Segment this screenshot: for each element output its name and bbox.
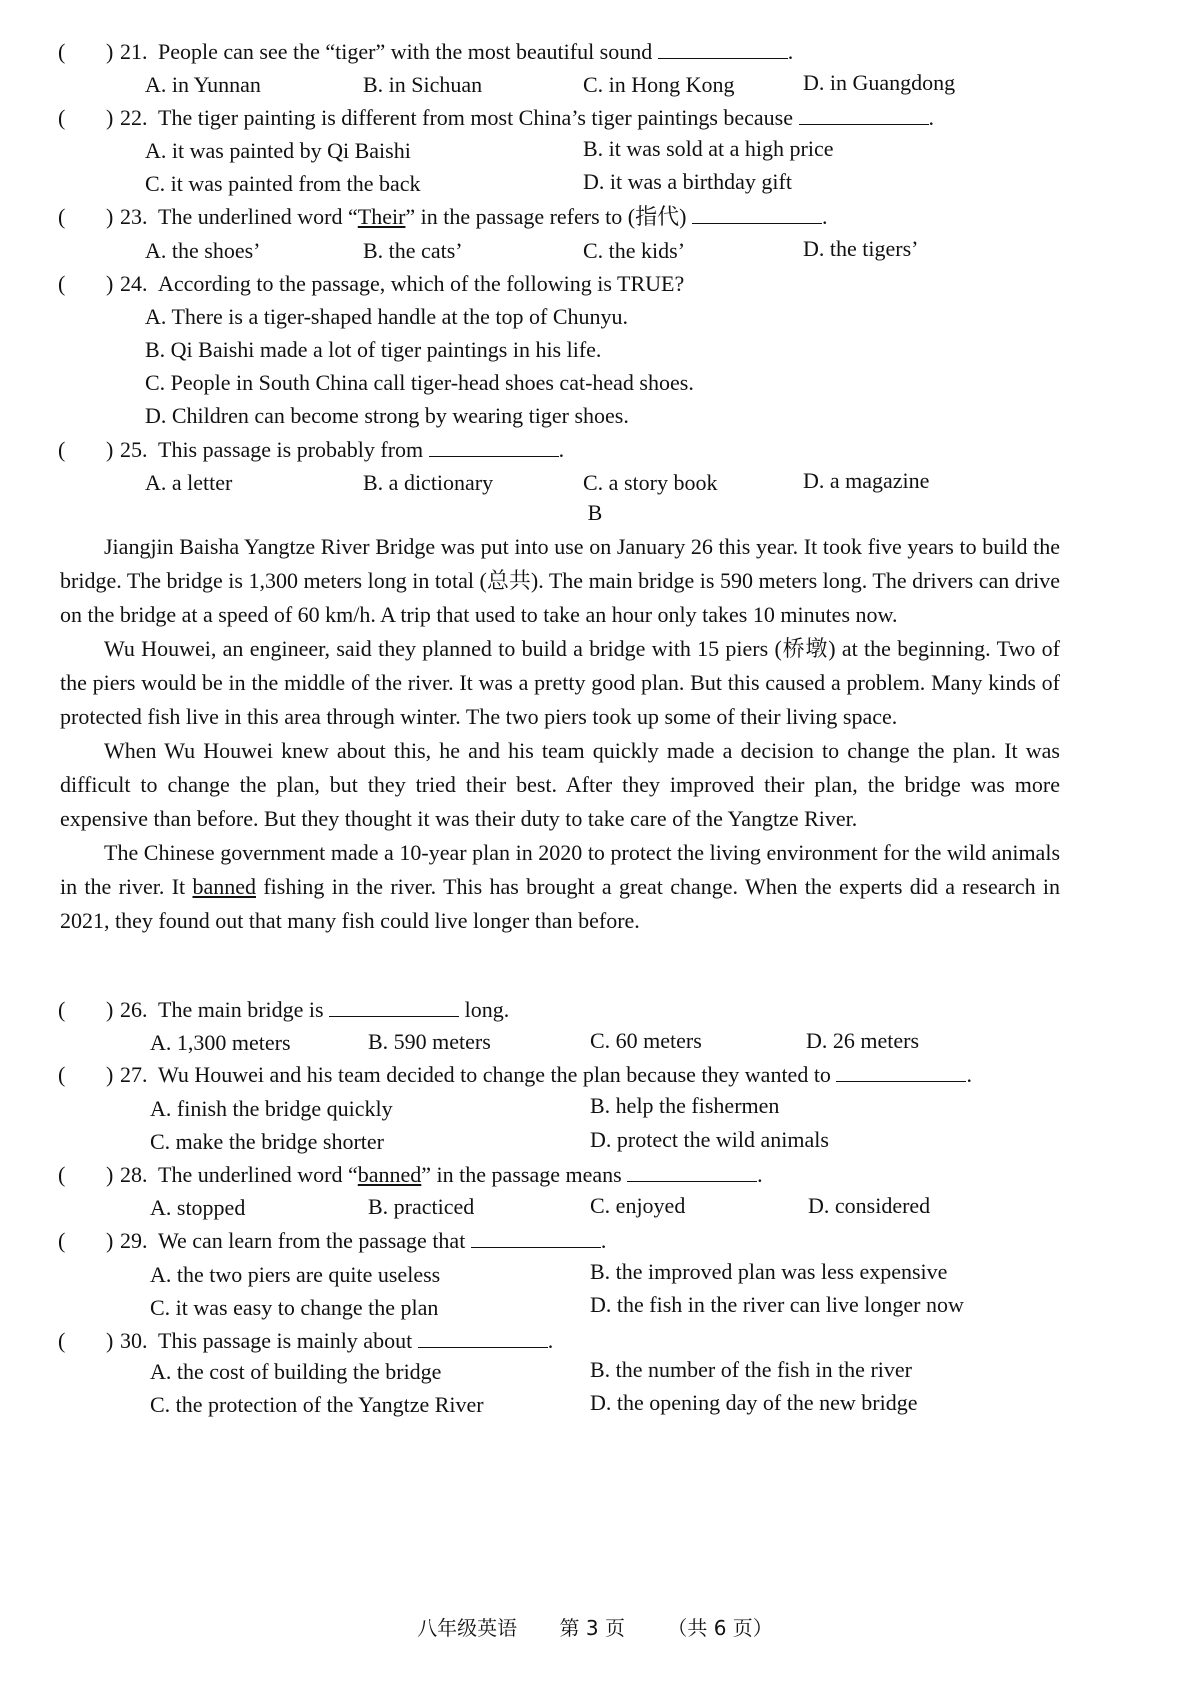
option-b: B. it was sold at a high price — [583, 136, 834, 161]
question-stem — [158, 995, 509, 1025]
stem-period: . — [966, 1062, 972, 1087]
answer-blank — [799, 104, 929, 125]
option-b: B. a dictionary — [363, 470, 494, 495]
question-number: 28. — [120, 1162, 148, 1187]
stem-period: . — [558, 437, 565, 462]
question-number: 21. — [120, 39, 148, 64]
bracket-close: ) — [106, 204, 114, 229]
question-stem — [158, 1060, 972, 1090]
answer-blank — [627, 1161, 757, 1182]
answer-blank — [429, 436, 559, 457]
option-c: C. the kids’ — [583, 238, 686, 263]
option-d: D. a magazine — [803, 468, 930, 493]
option-d: D. considered — [808, 1193, 931, 1218]
option-c: C. in Hong Kong — [583, 72, 735, 97]
option-c: C. enjoyed — [590, 1193, 686, 1218]
stem-text: ” in the passage means — [421, 1162, 622, 1187]
question-number: 23. — [120, 204, 148, 229]
option-a: A. the cost of building the bridge — [150, 1359, 442, 1384]
question-number: 26. — [120, 997, 148, 1022]
bracket-close: ) — [106, 1162, 114, 1187]
stem-text: This passage is probably from — [158, 437, 424, 462]
question-stem — [158, 1160, 763, 1190]
option-d: D. Children can become strong by wearing tiger shoes. — [145, 403, 629, 428]
question-stem — [158, 1226, 606, 1256]
paragraph-text: The Chinese government made a 10-year plan in 2020 to protect the living environment for the wild animals in the river. It — [60, 840, 1060, 899]
option-b: B. Qi Baishi made a lot of tiger paintings in his life. — [145, 337, 602, 362]
section-heading: B — [587, 500, 603, 525]
answer-blank — [329, 996, 459, 1017]
stem-text: We can learn from the passage that — [158, 1228, 466, 1253]
stem-period: . — [547, 1328, 554, 1353]
bracket-open: ( — [58, 39, 66, 64]
stem-text: ” in the passage refers to (指代) — [405, 204, 687, 229]
option-a: A. 1,300 meters — [150, 1030, 291, 1055]
question-number: 30. — [120, 1328, 148, 1353]
option-a: A. stopped — [150, 1195, 246, 1220]
option-c: C. it was painted from the back — [145, 171, 421, 196]
option-d: D. 26 meters — [806, 1028, 920, 1053]
question-number: 29. — [120, 1228, 148, 1253]
bracket-close: ) — [106, 105, 114, 130]
option-a: A. finish the bridge quickly — [150, 1096, 393, 1121]
passage-paragraph: When Wu Houwei knew about this, he and his team quickly made a decision to change the plan. It was difficult to change the plan, but they tried their best. After they improved their plan, the bridge was more expensive than before. But they thought it was their duty to take care of the Yangtze River. — [60, 738, 1060, 831]
question-number: 25. — [120, 437, 148, 462]
option-b: B. in Sichuan — [363, 72, 483, 97]
page-footer — [0, 1612, 1190, 1641]
question-stem — [158, 37, 793, 67]
option-a: A. the two piers are quite useless — [150, 1262, 441, 1287]
option-c: C. it was easy to change the plan — [150, 1295, 439, 1320]
option-a: A. the shoes’ — [145, 238, 261, 263]
paragraph-text: fishing in the river. This has brought a great change. When the experts did a research in 2021, they found out that many fish could live longer than before. — [60, 874, 1060, 933]
stem-period: . — [600, 1228, 607, 1253]
bracket-close: ) — [106, 1328, 114, 1353]
bracket-open: ( — [58, 105, 66, 130]
option-c: C. People in South China call tiger-head shoes cat-head shoes. — [145, 370, 694, 395]
option-b: B. the cats’ — [363, 238, 463, 263]
question-stem — [158, 1326, 553, 1356]
answer-blank — [692, 203, 822, 224]
option-b: B. the number of the fish in the river — [590, 1357, 912, 1382]
underlined-word: banned — [357, 1162, 422, 1187]
bracket-open: ( — [58, 204, 66, 229]
option-a: A. a letter — [145, 470, 233, 495]
stem-text: People can see the “tiger” with the most beautiful sound — [158, 39, 653, 64]
option-d: D. it was a birthday gift — [583, 169, 792, 194]
underlined-word: banned — [192, 874, 257, 899]
stem-text: This passage is mainly about — [158, 1328, 413, 1353]
question-stem — [158, 202, 827, 232]
footer-total-pages: （共 6 页） — [667, 1616, 773, 1640]
option-d: D. the tigers’ — [803, 236, 919, 261]
bracket-close: ) — [106, 437, 114, 462]
underlined-word: Their — [357, 204, 406, 229]
stem-text: The main bridge is — [158, 997, 324, 1022]
bracket-open: ( — [58, 437, 66, 462]
passage-paragraph: Jiangjin Baisha Yangtze River Bridge was put into use on January 26 this year. It took five years to build the bridge. The bridge is 1,300 meters long in total (总共). The main bridge is 590 meters long. The drivers can drive on the bridge at a speed of 60 km/h. A trip that used to take an hour only takes 10 minutes now. — [60, 534, 1060, 627]
footer-subject: 八年级英语 — [417, 1616, 518, 1640]
answer-blank — [471, 1227, 601, 1248]
passage-paragraph: Wu Houwei, an engineer, said they planned to build a bridge with 15 piers (桥墩) at the beginning. Two of the piers would be in the middle of the river. It was a pretty good plan. But this caused a problem. Many kinds of protected fish live in this area through winter. The two piers took up some of their living space. — [60, 636, 1060, 729]
bracket-close: ) — [106, 997, 114, 1022]
reading-passage — [60, 530, 1060, 938]
bracket-open: ( — [58, 1162, 66, 1187]
stem-period: . — [928, 105, 935, 130]
bracket-open: ( — [58, 997, 66, 1022]
stem-period: . — [821, 204, 828, 229]
option-c: C. a story book — [583, 470, 718, 495]
option-a: A. it was painted by Qi Baishi — [145, 138, 411, 163]
question-stem — [158, 103, 934, 133]
stem-text: The underlined word “ — [158, 204, 358, 229]
question-number: 22. — [120, 105, 148, 130]
stem-text: long. — [464, 997, 510, 1022]
passage-paragraph — [60, 836, 1060, 938]
stem-period: . — [787, 39, 794, 64]
answer-blank — [836, 1061, 966, 1082]
option-b: B. practiced — [368, 1194, 475, 1219]
option-b: B. the improved plan was less expensive — [590, 1259, 948, 1284]
option-d: D. the opening day of the new bridge — [590, 1390, 918, 1415]
bracket-open: ( — [58, 1228, 66, 1253]
option-d: D. protect the wild animals — [590, 1127, 829, 1152]
footer-page-number: 第 3 页 — [559, 1616, 625, 1640]
bracket-open: ( — [58, 1062, 66, 1087]
option-d: D. in Guangdong — [803, 70, 956, 95]
question-number: 27. — [120, 1062, 148, 1087]
option-d: D. the fish in the river can live longer now — [590, 1292, 964, 1317]
option-c: C. make the bridge shorter — [150, 1129, 384, 1154]
question-number: 24. — [120, 271, 148, 296]
option-a: A. There is a tiger-shaped handle at the top of Chunyu. — [145, 304, 629, 329]
question-stem: According to the passage, which of the following is TRUE? — [158, 271, 685, 296]
bracket-open: ( — [58, 271, 66, 296]
option-b: B. 590 meters — [368, 1029, 491, 1054]
answer-blank — [418, 1327, 548, 1348]
stem-text: Wu Houwei and his team decided to change the plan because they wanted to — [158, 1062, 831, 1087]
bracket-open: ( — [58, 1328, 66, 1353]
option-b: B. help the fishermen — [590, 1093, 780, 1118]
stem-period: . — [757, 1162, 763, 1187]
question-stem — [158, 435, 564, 465]
answer-blank — [658, 38, 788, 59]
option-c: C. the protection of the Yangtze River — [150, 1392, 484, 1417]
option-c: C. 60 meters — [590, 1028, 702, 1053]
stem-text: The underlined word “ — [158, 1162, 358, 1187]
stem-text: The tiger painting is different from most China’s tiger paintings because — [158, 105, 794, 130]
bracket-close: ) — [106, 1062, 114, 1087]
option-a: A. in Yunnan — [145, 72, 261, 97]
bracket-close: ) — [106, 271, 114, 296]
bracket-close: ) — [106, 1228, 114, 1253]
bracket-close: ) — [106, 39, 114, 64]
